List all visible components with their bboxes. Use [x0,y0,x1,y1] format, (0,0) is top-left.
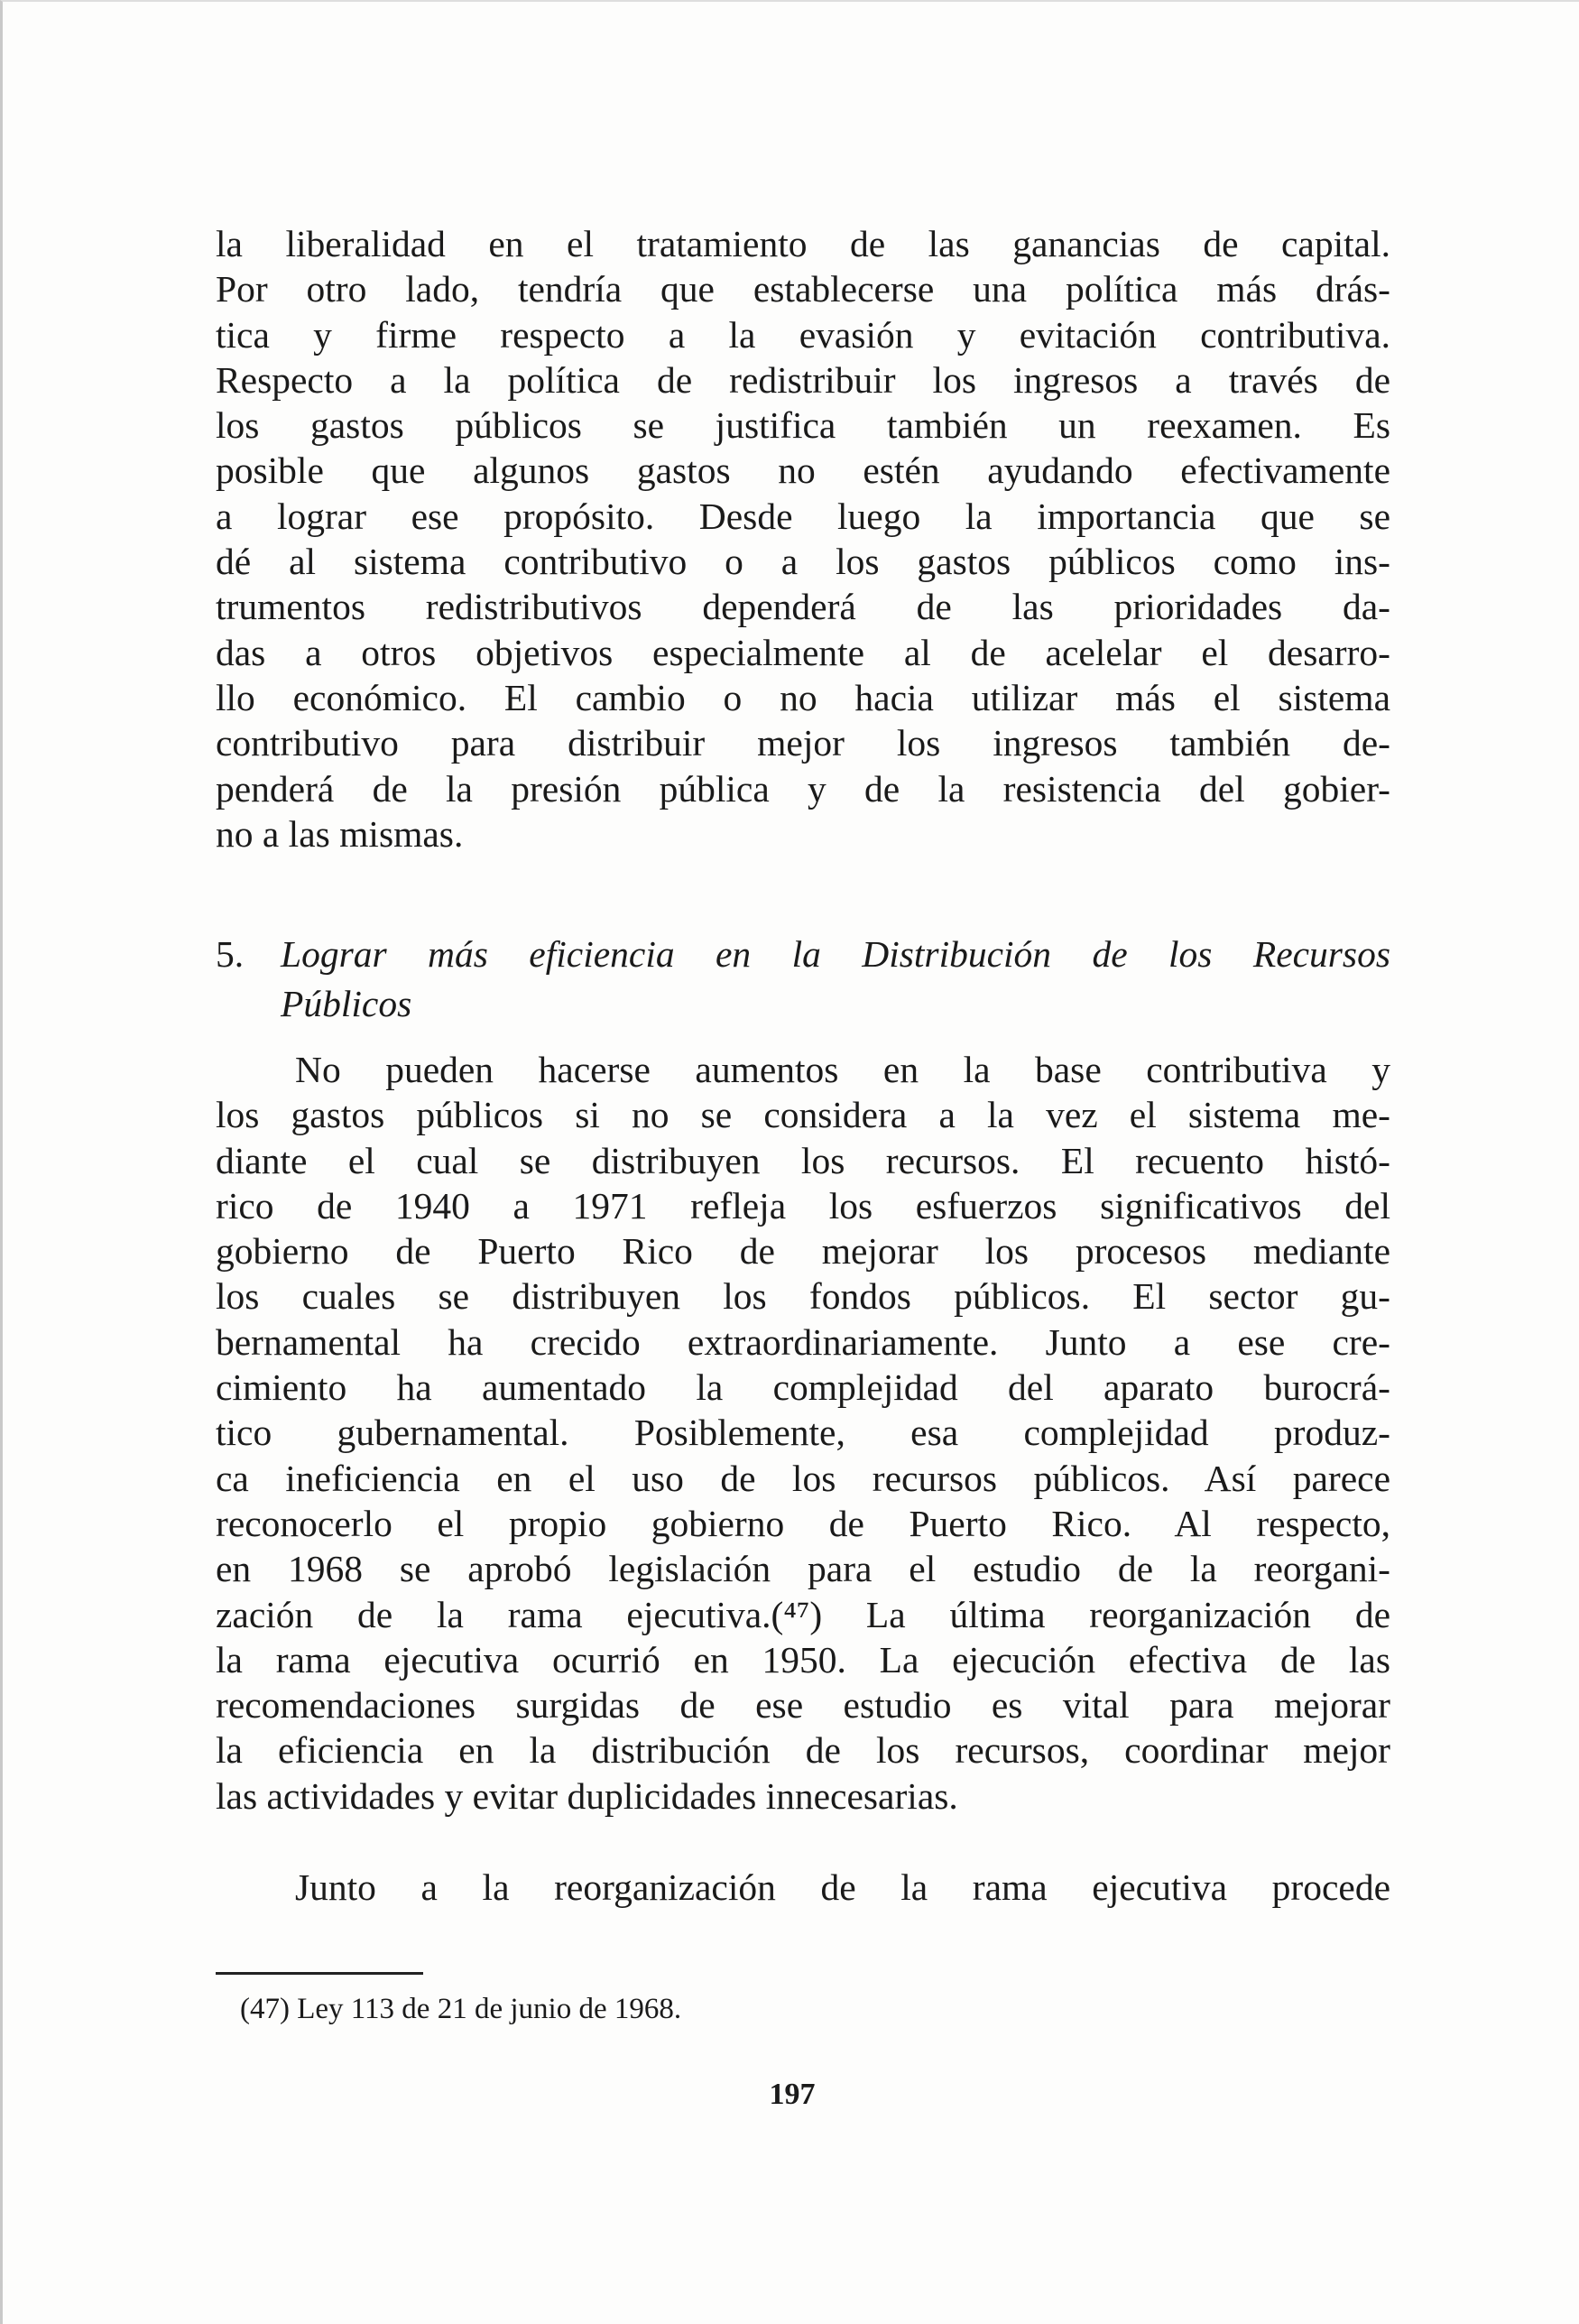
text-line: gobierno de Puerto Rico de mejorar los procesos mediante [216,1230,1390,1273]
text-line: zación de la rama ejecutiva.(⁴⁷) La última reorganización de [216,1593,1390,1635]
text-line: das a otros objetivos especialmente al de acelelar el desarro- [216,631,1390,673]
text-line: tico gubernamental. Posiblemente, esa complejidad produz- [216,1412,1390,1454]
text-line: las actividades y evitar duplicidades innecesarias. [216,1774,958,1817]
text-line: posible que algunos gastos no estén ayudando efectivamente [216,449,1390,492]
text-line: Respecto a la política de redistribuir los ingresos a través de [216,358,1390,401]
paragraph-1 [216,221,1390,856]
paragraph-3 [216,1865,1390,1910]
text-line: no a las mismas. [216,812,464,855]
text-line: ca ineficiencia en el uso de los recursos públicos. Así parece [216,1457,1390,1499]
text-line: cimiento ha aumentado la complejidad del aparato burocrá- [216,1366,1390,1409]
footnote: (47) Ley 113 de 21 de junio de 1968. [240,1993,682,2025]
text-line: Por otro lado, tendría que establecerse una política más drás- [216,268,1390,310]
text-line: dé al sistema contributivo o a los gastos públicos como ins- [216,541,1390,583]
section-title-line: Lograr más eficiencia en la Distribución de los Recursos [281,933,1390,975]
section-number: 5. [216,933,245,975]
section-title-line: Públicos [281,983,412,1024]
text-line: la liberalidad en el tratamiento de las ganancias de capital. [216,223,1390,264]
paragraph-2 [216,1047,1390,1819]
text-line: llo económico. El cambio o no hacia utilizar más el sistema [216,676,1390,718]
text-line: penderá de la presión pública y de la resistencia del gobier- [216,767,1390,810]
text-line: tica y firme respecto a la evasión y evitación contributiva. [216,313,1390,356]
text-line: en 1968 se aprobó legislación para el estudio de la reorgani- [216,1548,1390,1590]
text-line: reconocerlo el propio gobierno de Puerto Rico. Al respecto, [216,1502,1390,1544]
text-line: No pueden hacerse aumentos en la base contributiva y [295,1049,1390,1090]
text-line: contributivo para distribuir mejor los ingresos también de- [216,722,1390,764]
text-line: la eficiencia en la distribución de los recursos, coordinar mejor [216,1729,1390,1772]
text-line: los gastos públicos se justifica también un reexamen. Es [216,404,1390,447]
section-title [281,930,1390,1029]
text-line: rico de 1940 a 1971 refleja los esfuerzos significativos del [216,1184,1390,1227]
text-line: diante el cual se distribuyen los recursos. El recuento histó- [216,1139,1390,1181]
footnote-divider [216,1972,423,1975]
text-line: a lograr ese propósito. Desde luego la importancia que se [216,495,1390,537]
text-line: Junto a la reorganización de la rama ejecutiva procede [295,1866,1390,1908]
text-line: los gastos públicos si no se considera a la vez el sistema me- [216,1094,1390,1136]
page-number: 197 [769,2078,816,2111]
text-line: bernamental ha crecido extraordinariamente. Junto a ese cre- [216,1320,1390,1363]
text-line: la rama ejecutiva ocurrió en 1950. La ejecución efectiva de las [216,1638,1390,1681]
text-line: los cuales se distribuyen los fondos públicos. El sector gu- [216,1275,1390,1318]
text-line: trumentos redistributivos dependerá de las prioridades da- [216,586,1390,628]
text-line: recomendaciones surgidas de ese estudio es vital para mejorar [216,1684,1390,1727]
